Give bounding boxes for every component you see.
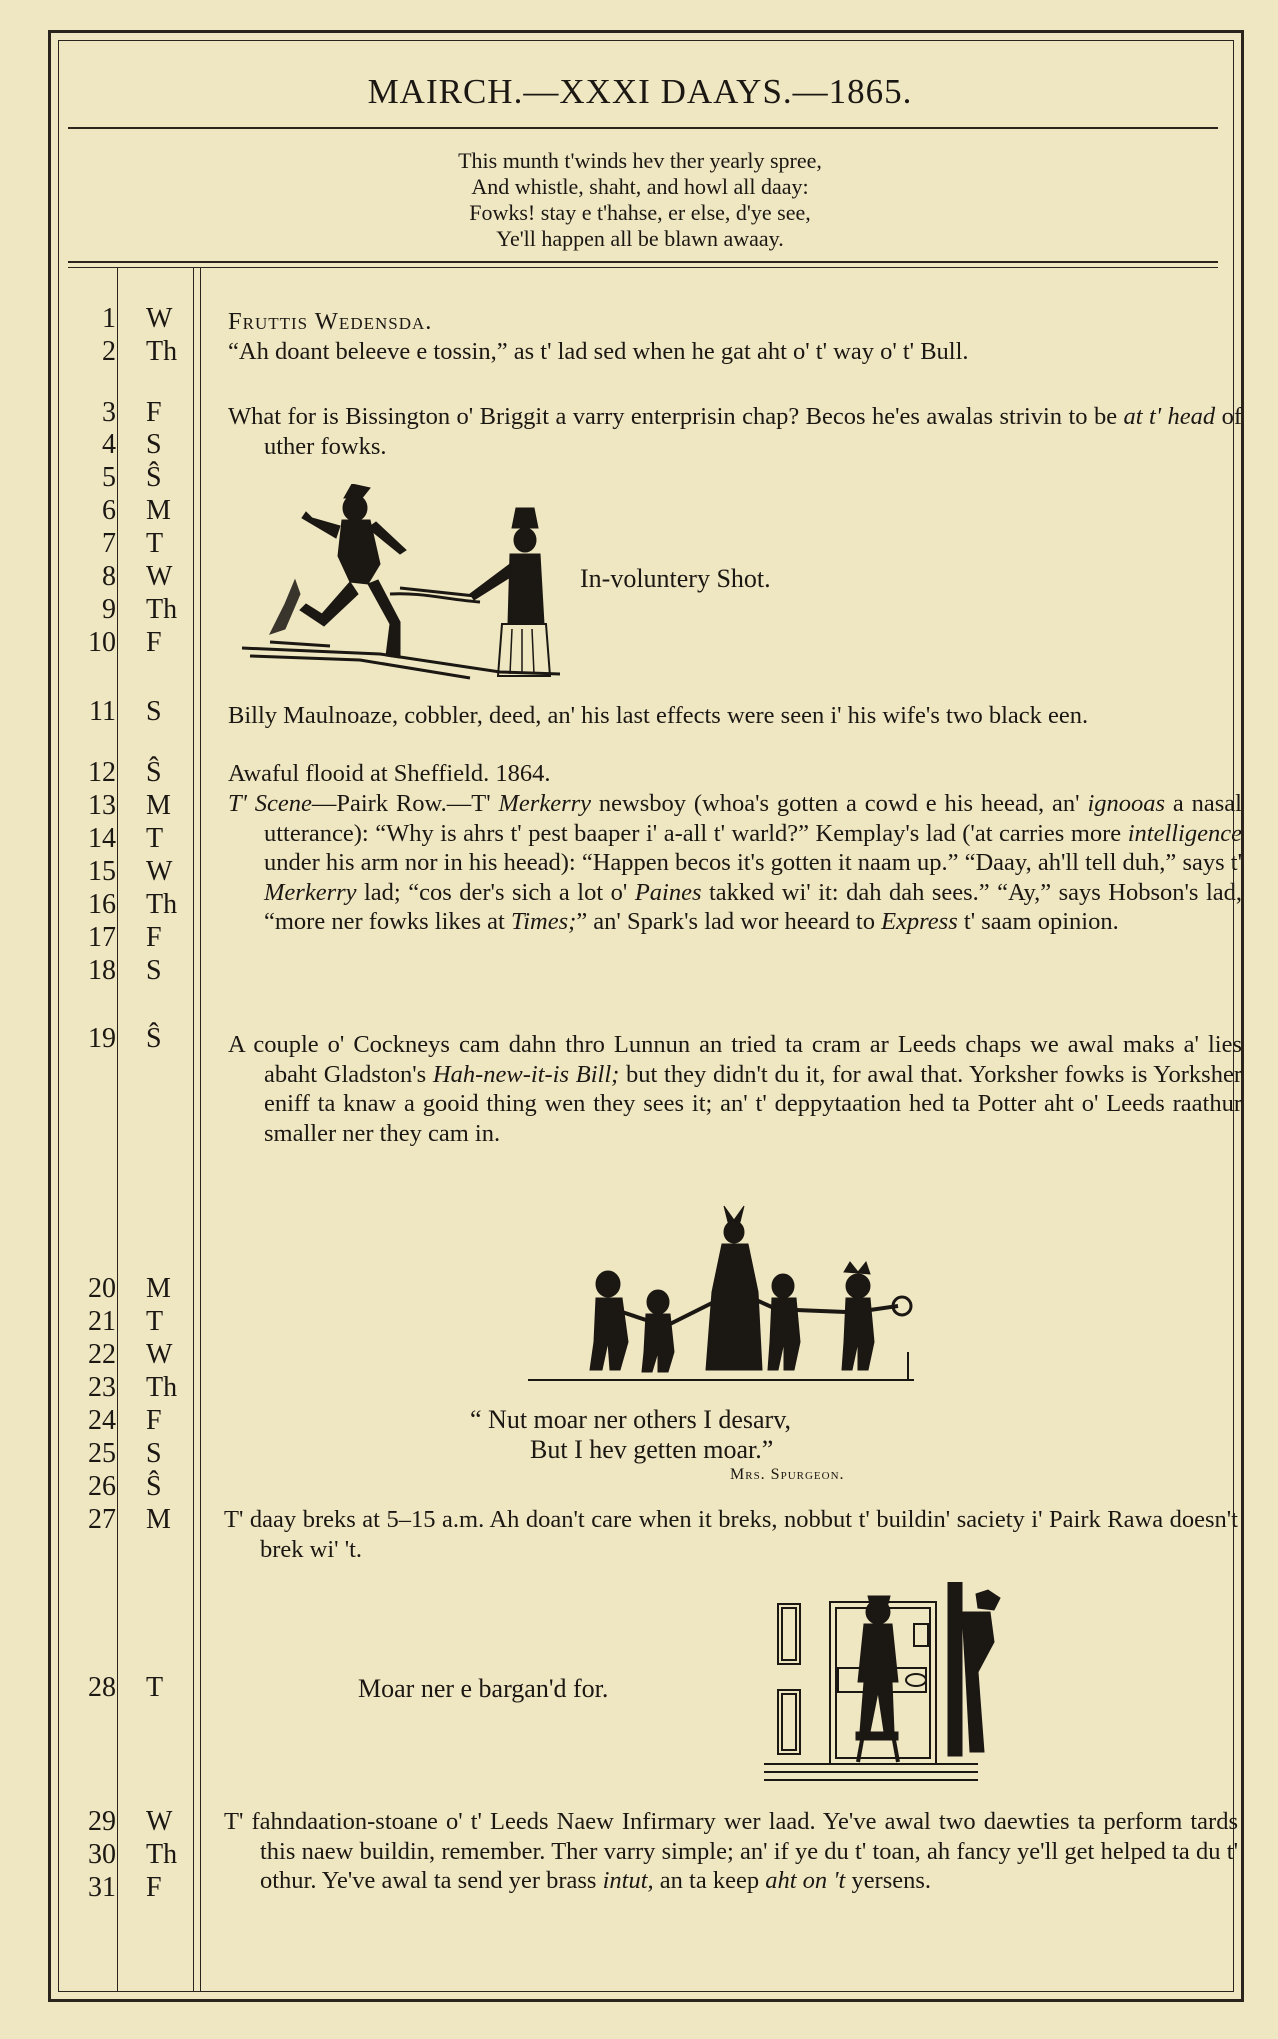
day-letter: S: [146, 1438, 162, 1469]
day-number: 7: [102, 528, 116, 559]
day-letter: T: [146, 528, 164, 559]
page-title: MAIRCH.—XXXI DAAYS.—1865.: [367, 72, 913, 111]
day-letter: M: [146, 790, 171, 821]
day-letter: Ŝ: [146, 462, 162, 493]
day-number: 4: [102, 429, 116, 460]
day-letter: Th: [146, 594, 178, 625]
entry-day-12: Awaful flooid at Sheffield. 1864.: [228, 760, 551, 787]
day-number: 20: [88, 1273, 116, 1304]
day-number: 29: [88, 1806, 116, 1837]
day-letter: Ŝ: [146, 1023, 162, 1054]
day-letter: F: [146, 922, 162, 953]
day-number: 21: [88, 1306, 116, 1337]
day-letter: Ŝ: [146, 757, 162, 788]
day-number: 10: [88, 627, 116, 658]
illustration-caption: Moar ner e bargan'd for.: [358, 1674, 609, 1703]
day-letter: T: [146, 1306, 164, 1337]
day-letter: S: [146, 696, 162, 727]
day-letter: M: [146, 495, 171, 526]
day-number: 17: [88, 922, 116, 953]
day-number: 16: [88, 889, 116, 920]
quote-line: “ Nut moar ner others I desarv,: [470, 1405, 792, 1434]
day-number: 2: [102, 336, 116, 367]
day-letter: M: [146, 1273, 171, 1304]
day-letter: Th: [146, 1839, 178, 1870]
day-number: 28: [88, 1672, 116, 1703]
day-number: 23: [88, 1372, 116, 1403]
involuntary-shot-illustration: [240, 484, 570, 684]
day-number: 22: [88, 1339, 116, 1370]
poem-rule-thin: [68, 267, 1218, 268]
quote-attribution: Mrs. Spurgeon.: [730, 1466, 845, 1483]
bargain-illustration: [758, 1582, 1008, 1784]
day-number: 15: [88, 856, 116, 887]
day-letter: W: [146, 1806, 173, 1837]
day-letter: Ŝ: [146, 1471, 162, 1502]
day-number: 27: [88, 1504, 116, 1535]
entry-day-1: Fruttis Wedensda.: [228, 308, 433, 335]
entry-day-11: Billy Maulnoaze, cobbler, deed, an' his last effects were seen i' his wife's two black een.: [228, 702, 1089, 729]
day-number: 9: [102, 594, 116, 625]
day-letter: M: [146, 1504, 171, 1535]
day-number: 12: [88, 757, 116, 788]
day-number: 18: [88, 955, 116, 986]
day-number: 5: [102, 462, 116, 493]
day-letter: T: [146, 823, 164, 854]
day-number: 13: [88, 790, 116, 821]
column-divider: [117, 267, 118, 1992]
day-number: 19: [88, 1023, 116, 1054]
poem-line: This munth t'winds hev ther yearly spree,: [458, 148, 822, 173]
entry-day-27: T' daay breks at 5–15 a.m. Ah doan't care when it breks, nobbut t' buildin' saciety i' Pairk Rawa doesn't brek wi' 't.: [224, 1506, 1238, 1563]
day-letter: Th: [146, 889, 178, 920]
poem-line: Ye'll happen all be blawn awaay.: [496, 226, 784, 251]
day-letter: S: [146, 955, 162, 986]
day-number: 6: [102, 495, 116, 526]
illustration-caption: In-voluntery Shot.: [580, 564, 771, 593]
day-letter: S: [146, 429, 162, 460]
quotation: [470, 1405, 970, 1465]
day-letter: F: [146, 1405, 162, 1436]
day-letter: W: [146, 856, 173, 887]
poem: [60, 148, 1220, 252]
day-letter: Th: [146, 336, 178, 367]
entry-day-3: What for is Bissington o' Briggit a varry enterprisin chap? Becos he'es awalas strivin to be at t' head of uther fowks.: [228, 403, 1242, 460]
day-number: 3: [102, 397, 116, 428]
day-number: 1: [102, 303, 116, 334]
entry-day-2: “Ah doant beleeve e tossin,” as t' lad sed when he gat aht o' t' way o' t' Bull.: [228, 338, 969, 365]
day-letter: W: [146, 561, 173, 592]
entry-day-29: T' fahndaation-stoane o' t' Leeds Naew Infirmary wer laad. Ye've awal two daewties ta perform tards this naew buildin, remember. Ther varry simple; an' if ye du t' toan, ah fancy ye'll get helped ta du t' othur. Ye've awal ta send yer brass intut, an ta keep aht on 't yersens.: [224, 1808, 1238, 1894]
poem-line: Fowks! stay e t'hahse, er else, d'ye see,: [469, 200, 811, 225]
poem-rule: [68, 261, 1218, 263]
quote-line: But I hev getten moar.”: [530, 1435, 774, 1464]
day-letter: T: [146, 1672, 164, 1703]
day-number: 11: [89, 696, 116, 727]
entry-day-13: T' Scene—Pairk Row.—T' Merkerry newsboy (whoa's gotten a cowd e his heead, an' ignooas a nasal utterance): “Why is ahrs t' pest baaper i' a-all t' warld?” Kemplay's lad ('at carries more intelligence under his arm nor in his heead): “Happen becos it's gotten it naam up.” “Daay, ah'll tell duh,” says t' Merkerry lad; “cos der's sich a lot o' Paines takked wi' it: dah dah sees.” “Ay,” says Hobson's lad, “more ner fowks likes at Times;” an' Spark's lad wor heeard to Express t' saam opinion.: [228, 790, 1243, 935]
day-number: 8: [102, 561, 116, 592]
day-number: 25: [88, 1438, 116, 1469]
procession-illustration: [528, 1202, 914, 1386]
day-number: 24: [88, 1405, 116, 1436]
day-letter: F: [146, 397, 162, 428]
title-rule: [68, 127, 1218, 129]
day-letter: W: [146, 303, 173, 334]
day-number: 14: [88, 823, 116, 854]
day-letter: F: [146, 1872, 162, 1903]
entry-day-19: A couple o' Cockneys cam dahn thro Lunnun an tried ta cram ar Leeds chaps we awal maks a' lies abaht Gladston's Hah-new-it-is Bill; but they didn't du it, for awal that. Yorksher fowks is Yorksher eniff ta knaw a gooid thing wen they sees it; an' t' deppytaation hed ta Potter aht o' Leeds raathur smaller ner they cam in.: [228, 1031, 1242, 1147]
day-letter: Th: [146, 1372, 178, 1403]
day-letter: F: [146, 627, 162, 658]
day-number: 30: [88, 1839, 116, 1870]
day-number: 31: [88, 1872, 116, 1903]
day-number: 26: [88, 1471, 116, 1502]
poem-line: And whistle, shaht, and howl all daay:: [471, 174, 809, 199]
day-letter: W: [146, 1339, 173, 1370]
